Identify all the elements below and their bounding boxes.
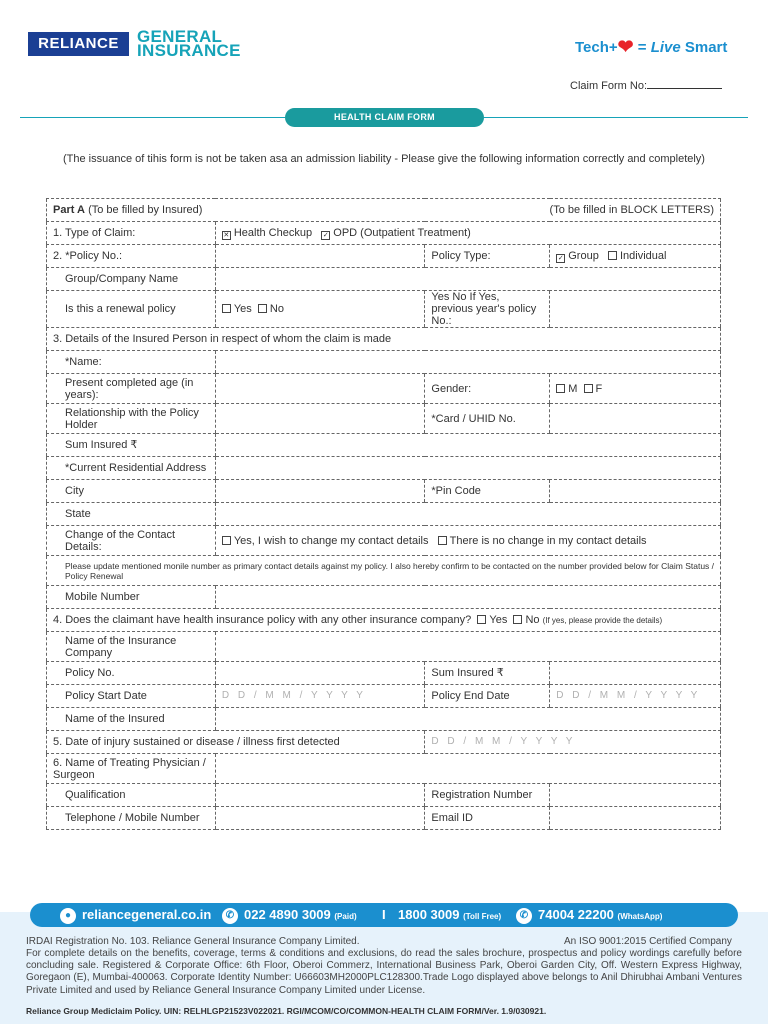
whatsapp-icon: ✆: [516, 908, 532, 924]
date-of-injury-label: 5. Date of injury sustained or disease / illness first detected: [47, 731, 425, 754]
heart-icon: ❤: [617, 37, 634, 58]
phone-tollfree-number: 1800 3009: [398, 907, 460, 922]
uin-line: Reliance Group Mediclaim Policy. UIN: RELHLGP21523V022021. RGI/MCOM/CO/COMMON-HEALTH CLAIM FORM/Ver. 1.9/030921.: [26, 1006, 547, 1016]
type-of-claim-label: 1. Type of Claim:: [47, 222, 216, 245]
table-row: [47, 374, 721, 404]
logo-insurance: INSURANCE: [137, 41, 241, 60]
health-checkup-label: Health Checkup: [233, 226, 313, 239]
pin-code-label: *Pin Code: [425, 480, 550, 503]
policy-type-options: [550, 245, 721, 268]
part-a-label: Part A: [53, 204, 85, 216]
tagline-live: Live: [650, 39, 681, 56]
phone-tollfree-label: (Toll Free): [463, 912, 502, 921]
male-checkbox[interactable]: [556, 384, 565, 393]
table-row: [47, 199, 721, 222]
male-label: M: [568, 382, 578, 395]
table-row: [47, 328, 721, 351]
sum-insured-field[interactable]: [215, 434, 720, 457]
website-text: reliancegeneral.co.in: [82, 907, 212, 922]
group-company-name-label: Group/Company Name: [47, 268, 216, 291]
other-policy-no-label: No: [525, 613, 540, 626]
table-row: [47, 807, 721, 830]
policy-start-date-field[interactable]: D D / M M / Y Y Y Y: [215, 685, 425, 708]
table-row: [47, 480, 721, 503]
female-label: F: [595, 382, 603, 395]
tagline-smart: Smart: [684, 39, 728, 56]
claim-form-table: [46, 198, 721, 830]
sum-insured-label: Sum Insured ₹: [47, 434, 216, 457]
physician-label: 6. Name of Treating Physician / Surgeon: [47, 754, 216, 784]
reliance-logo: RELIANCE: [28, 32, 129, 56]
qualification-field[interactable]: [215, 784, 425, 807]
renewal-yes-label: Yes: [233, 303, 252, 315]
residential-address-field[interactable]: [215, 457, 720, 480]
policy-no-field[interactable]: [215, 245, 425, 268]
footer-contact-bar: [30, 903, 738, 927]
email-label: Email ID: [425, 807, 550, 830]
change-contact-yes-label: Yes, I wish to change my contact details: [233, 534, 429, 547]
change-contact-options: [215, 526, 720, 556]
table-row: [47, 609, 721, 632]
pin-code-field[interactable]: [550, 480, 721, 503]
telephone-field[interactable]: [215, 807, 425, 830]
name-of-insured-field[interactable]: [215, 708, 720, 731]
disclaimer: (The issuance of tihis form is not be taken asa an admission liability - Please give the following information correctly and completely): [63, 153, 705, 165]
relationship-label: Relationship with the Policy Holder: [47, 404, 216, 434]
change-contact-label: Change of the Contact Details:: [47, 526, 216, 556]
other-sum-insured-field[interactable]: [550, 662, 721, 685]
table-row: [47, 784, 721, 807]
policy-end-label: Policy End Date: [425, 685, 550, 708]
individual-checkbox[interactable]: [608, 251, 617, 260]
part-a-note: (To be filled by Insured): [88, 204, 203, 216]
qualification-label: Qualification: [47, 784, 216, 807]
age-label: Present completed age (in years):: [47, 374, 216, 404]
phone-paid-label: (Paid): [334, 912, 357, 921]
group-company-name-field[interactable]: [215, 268, 720, 291]
table-row: [47, 268, 721, 291]
tagline: [575, 36, 727, 59]
renewal-policy-options: [215, 291, 425, 328]
divider-right: [484, 117, 748, 118]
mobile-number-field[interactable]: [215, 586, 720, 609]
other-policy-note: (If yes, please provide the details): [542, 615, 663, 625]
gender-label: Gender:: [425, 374, 550, 404]
logo-general: GENERAL: [137, 27, 223, 46]
other-policy-no-field[interactable]: [215, 662, 425, 685]
renewal-no-checkbox[interactable]: [258, 304, 267, 313]
website-link[interactable]: [60, 903, 211, 927]
policy-start-label: Policy Start Date: [47, 685, 216, 708]
tagline-tech: Tech+: [575, 39, 618, 56]
other-policy-no-checkbox[interactable]: [513, 615, 522, 624]
insured-details-heading: 3. Details of the Insured Person in respect of whom the claim is made: [47, 328, 721, 351]
mobile-number-label: Mobile Number: [47, 586, 216, 609]
whatsapp-contact[interactable]: [516, 903, 662, 927]
prev-policy-no-field[interactable]: [550, 291, 721, 328]
claim-form-no: [570, 79, 722, 92]
table-row: [47, 245, 721, 268]
physician-field[interactable]: [215, 754, 720, 784]
table-row: [47, 662, 721, 685]
phone-icon: ✆: [222, 908, 238, 924]
policy-end-date-field[interactable]: D D / M M / Y Y Y Y: [550, 685, 721, 708]
claim-form-no-field[interactable]: [647, 79, 722, 89]
name-field[interactable]: [215, 351, 720, 374]
table-row: [47, 351, 721, 374]
table-row: [47, 556, 721, 586]
other-policy-no-label: Policy No.: [47, 662, 216, 685]
age-field[interactable]: [215, 374, 425, 404]
tagline-eq: =: [637, 39, 647, 56]
claim-form-no-label: Claim Form No:: [570, 80, 648, 92]
table-row: [47, 708, 721, 731]
renewal-yes-checkbox[interactable]: [222, 304, 231, 313]
state-label: State: [47, 503, 216, 526]
whatsapp-label: (WhatsApp): [617, 912, 663, 921]
other-policy-label: 4. Does the claimant have health insurance policy with any other insurance company?: [53, 613, 472, 626]
card-uhid-label: *Card / UHID No.: [425, 404, 550, 434]
table-row: [47, 526, 721, 556]
footer-separator: I: [382, 907, 386, 922]
change-contact-yes-checkbox[interactable]: [222, 536, 231, 545]
group-label: Group: [568, 249, 599, 262]
table-row: [47, 731, 721, 754]
registration-number-label: Registration Number: [425, 784, 550, 807]
table-row: [47, 457, 721, 480]
other-policy-yes-label: Yes: [489, 613, 508, 626]
block-letters-note: (To be filled in BLOCK LETTERS): [425, 199, 721, 222]
group-checkbox[interactable]: ✓: [557, 254, 564, 262]
phone-paid[interactable]: [222, 903, 357, 927]
card-uhid-field[interactable]: [550, 404, 721, 434]
insurance-company-name-label: Name of the Insurance Company: [47, 632, 216, 662]
individual-label: Individual: [620, 249, 667, 262]
policy-type-label: Policy Type:: [425, 245, 550, 268]
update-contact-note: Please update mentioned monile number as primary contact details against my policy. I also hereby confirm to be contacted on the number provided below for Claim Status / Policy Renewal: [47, 556, 721, 586]
form-title: HEALTH CLAIM FORM: [285, 108, 484, 127]
female-checkbox[interactable]: [584, 384, 593, 393]
divider-left: [20, 117, 285, 118]
other-policy-yes-checkbox[interactable]: [477, 615, 486, 624]
table-row: [47, 434, 721, 457]
name-of-insured-label: Name of the Insured: [47, 708, 216, 731]
part-a-heading: [47, 199, 425, 222]
table-row: [47, 503, 721, 526]
fine-print: For complete details on the benefits, coverage, terms & conditions and exclusions, do read the sales brochure, prospectus and policy wordings carefully before concluding sale. Registered & Corporate Office: 6th Floor, Oberoi Commerz, International Business Park, Oberoi Garden City, Off. Western Express Highway, Goregaon (E), Mumbai-400063. Corporate Identity Number: U66603MH2000PLC128300.Trade Logo displayed above belongs to Anil Dhirubhai Ambani Ventures Private Limited and used by Reliance General Insurance Company Limited under License.: [26, 948, 742, 996]
table-row: [47, 754, 721, 784]
irdai-registration: IRDAI Registration No. 103. Reliance General Insurance Company Limited.: [26, 936, 360, 947]
no-change-checkbox[interactable]: [438, 536, 447, 545]
phone-paid-number: 022 4890 3009: [244, 907, 331, 922]
table-row: [47, 632, 721, 662]
table-row: [47, 586, 721, 609]
no-change-label: There is no change in my contact details: [449, 534, 647, 547]
whatsapp-number: 74004 22200: [538, 907, 614, 922]
residential-address-label: *Current Residential Address: [47, 457, 216, 480]
renewal-policy-label: Is this a renewal policy: [47, 291, 216, 328]
table-row: [47, 685, 721, 708]
phone-tollfree[interactable]: [398, 903, 501, 927]
table-row: [47, 404, 721, 434]
insurance-company-name-field[interactable]: [215, 632, 720, 662]
prev-policy-no-label: Yes No If Yes, previous year's policy No.:: [425, 291, 550, 328]
city-label: City: [47, 480, 216, 503]
other-sum-insured-label: Sum Insured ₹: [425, 662, 550, 685]
opd-label: OPD (Outpatient Treatment): [333, 226, 471, 239]
email-field[interactable]: [550, 807, 721, 830]
table-row: [47, 222, 721, 245]
other-policy-question: [47, 609, 721, 632]
relationship-field[interactable]: [215, 404, 425, 434]
gender-options: [550, 374, 721, 404]
type-of-claim-options: [215, 222, 720, 245]
date-of-injury-field[interactable]: D D / M M / Y Y Y Y: [425, 731, 721, 754]
opd-checkbox[interactable]: ✓: [322, 231, 329, 239]
name-label: *Name:: [47, 351, 216, 374]
telephone-label: Telephone / Mobile Number: [47, 807, 216, 830]
registration-number-field[interactable]: [550, 784, 721, 807]
state-field[interactable]: [215, 503, 720, 526]
policy-no-label: 2. *Policy No.:: [47, 245, 216, 268]
general-insurance-logo-text: [137, 27, 241, 60]
city-field[interactable]: [215, 480, 425, 503]
health-checkup-checkbox[interactable]: ✕: [223, 231, 230, 239]
globe-icon: ●: [60, 908, 76, 924]
table-row: [47, 291, 721, 328]
renewal-no-label: No: [269, 303, 284, 315]
iso-certification: An ISO 9001:2015 Certified Company: [564, 936, 732, 947]
